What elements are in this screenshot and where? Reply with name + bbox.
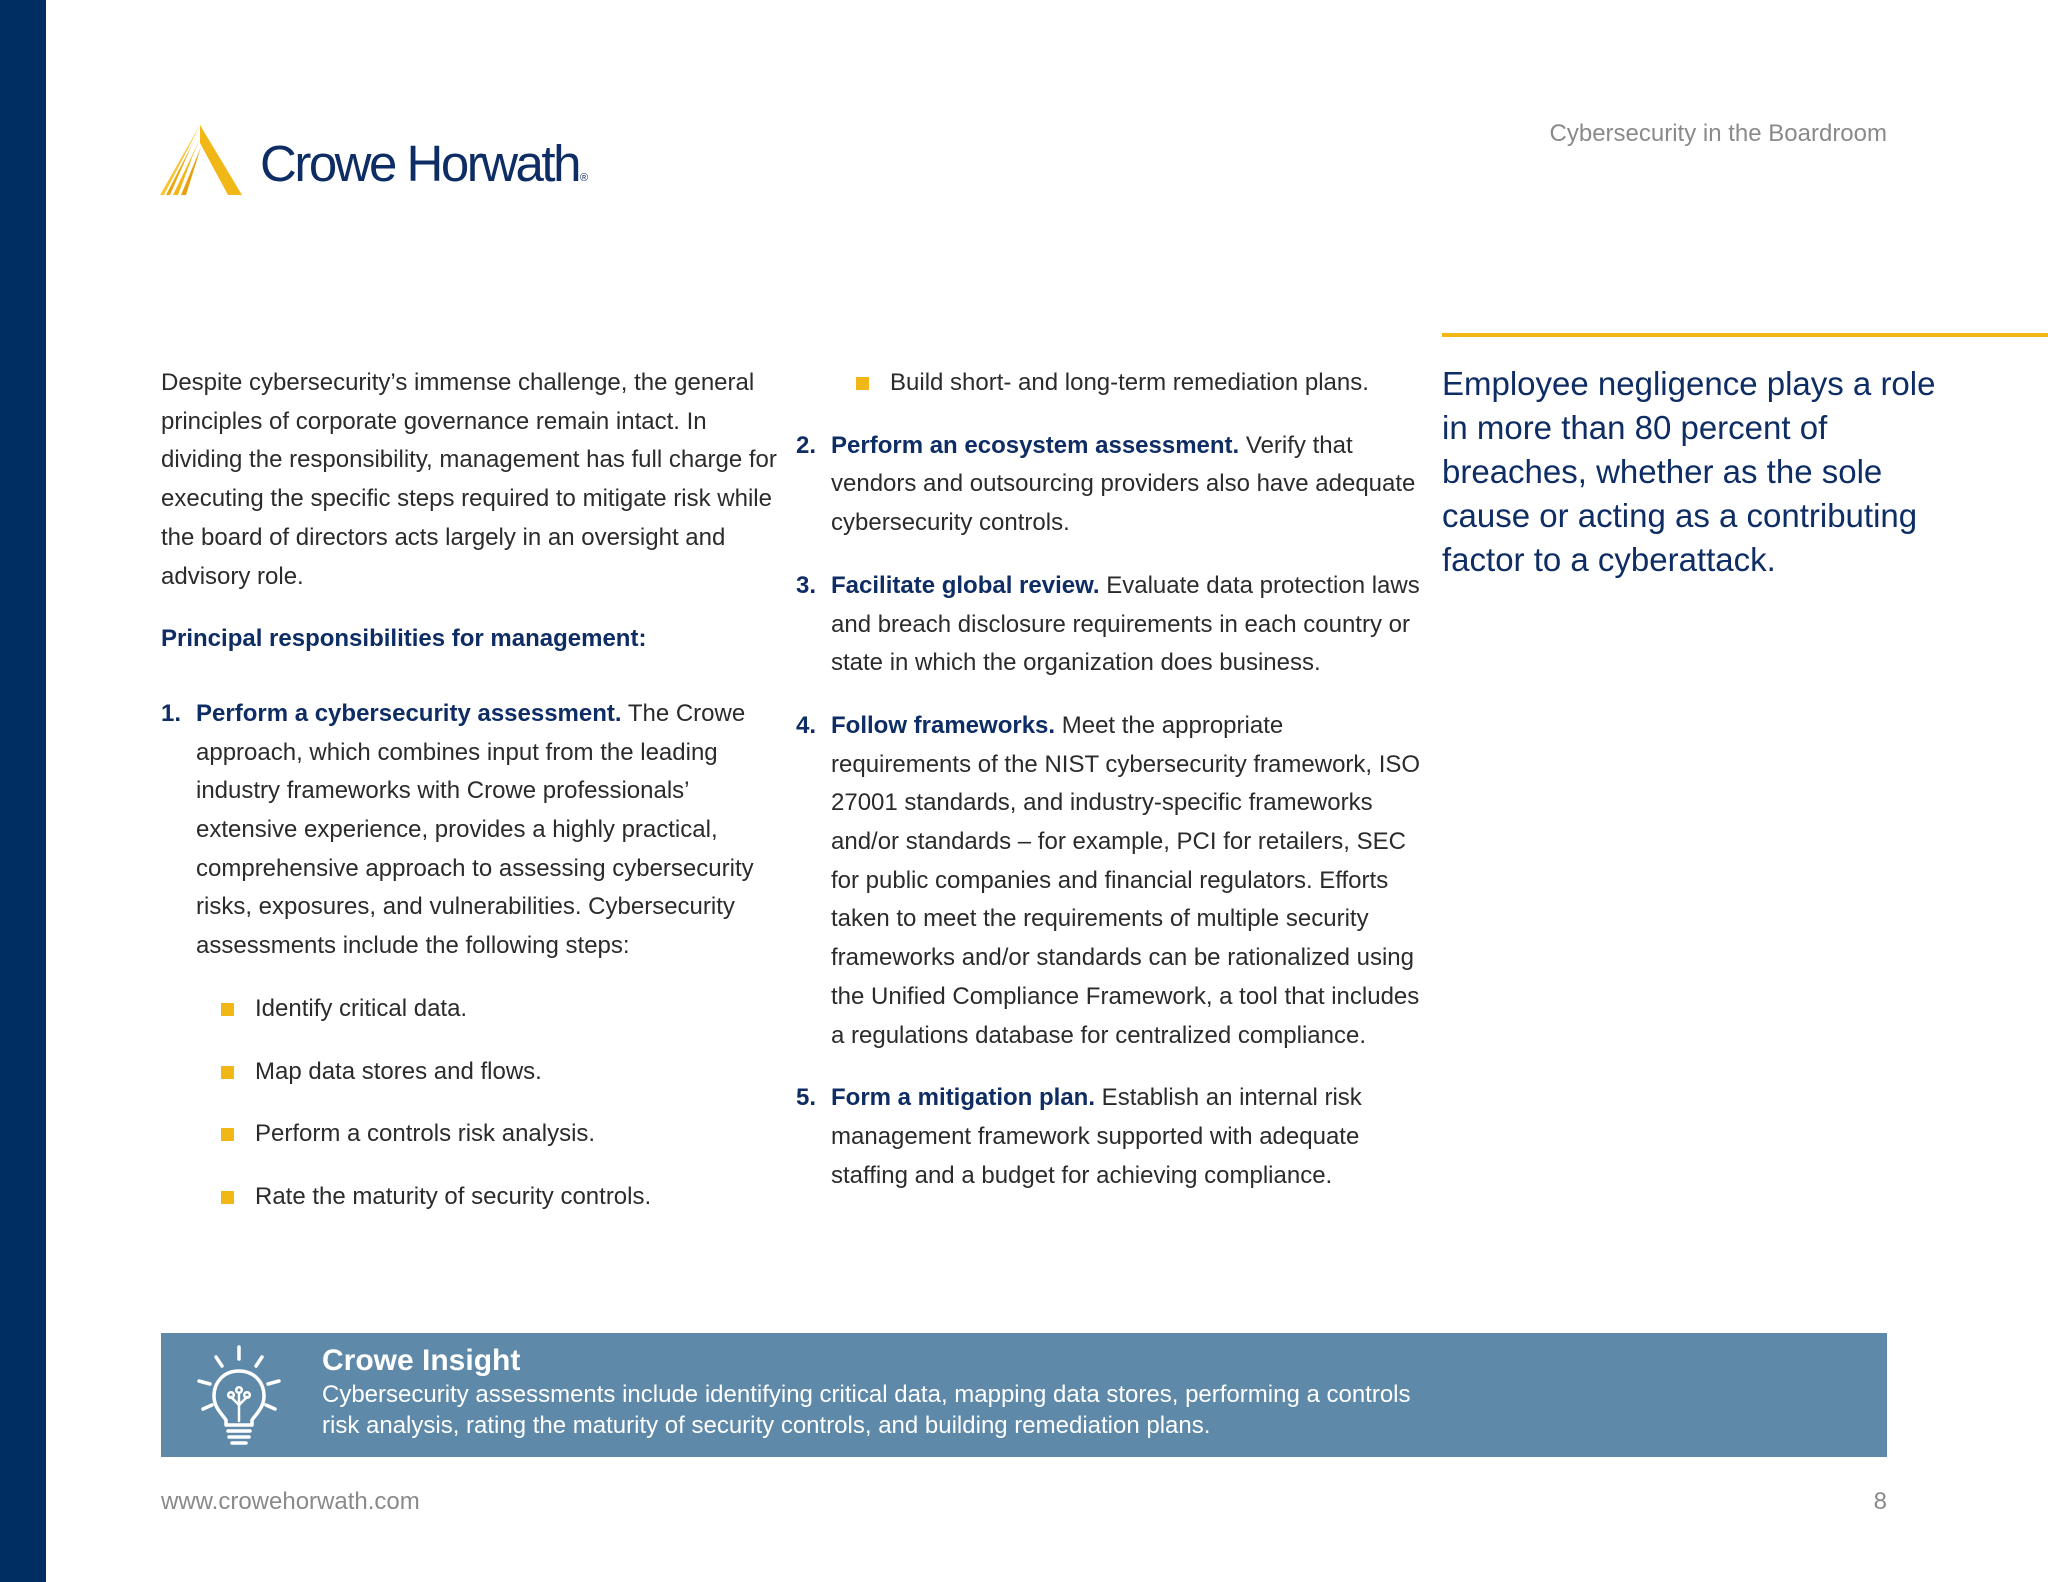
crowe-insight-box — [161, 1333, 1887, 1457]
accent-rule — [1442, 333, 2048, 337]
section-heading: Principal responsibilities for management: — [161, 625, 647, 653]
item-text: Establish an internal risk management framework supported with adequate staffing and a budget for achieving compliance. — [831, 1084, 1362, 1189]
item-text: Meet the appropriate requirements of the NIST cybersecurity framework, ISO 27001 standards, and industry-specific frameworks and/or standards – for example, PCI for retailers, SEC for public companies and financial regulators. Efforts taken to meet the requirements of multiple security frameworks and/or standards can be rationalized using the Unified Compliance Framework, a tool that includes a regulations database for centralized compliance. — [831, 711, 1421, 1049]
insight-title: Crowe Insight — [322, 1344, 521, 1377]
item-lead: Form a mitigation plan. — [831, 1084, 1096, 1112]
crowe-horwath-logo — [160, 122, 586, 202]
page-number: 8 — [1873, 1488, 1887, 1515]
numbered-item-3 — [796, 567, 1426, 683]
left-edge-bar — [0, 0, 46, 1582]
crowe-logo-mark-icon — [160, 125, 242, 199]
insight-body-line: Cybersecurity assessments include identifying critical data, mapping data stores, performing a controls — [322, 1381, 1411, 1408]
assessment-steps-list — [161, 990, 781, 1217]
list-item: Perform a controls risk analysis. — [221, 1115, 781, 1154]
list-item: Identify critical data. — [221, 990, 781, 1029]
item-lead: Perform an ecosystem assessment. — [831, 431, 1240, 459]
item-number: 5. — [796, 1084, 817, 1112]
item-lead: Facilitate global review. — [831, 571, 1100, 599]
left-column — [161, 364, 781, 1241]
square-bullet-icon — [221, 1003, 234, 1016]
pull-quote: Employee negligence plays a role in more than 80 percent of breaches, whether as the sole cause or acting as a contributing factor to a cyberattack. — [1442, 365, 1936, 578]
logo-wordmark: Crowe Horwath® — [260, 134, 586, 192]
list-item: Build short- and long-term remediation plans. — [856, 364, 1426, 403]
insight-body — [322, 1379, 1522, 1441]
running-head: Cybersecurity in the Boardroom — [1549, 120, 1887, 147]
footer-url[interactable]: www.crowehorwath.com — [161, 1488, 420, 1515]
numbered-item-4 — [796, 707, 1426, 1055]
lightbulb-icon — [189, 1343, 289, 1449]
item-lead: Perform a cybersecurity assessment. — [196, 699, 622, 727]
insight-body-line: risk analysis, rating the maturity of security controls, and building remediation plans. — [322, 1412, 1211, 1439]
middle-column — [796, 364, 1426, 1219]
numbered-item-2 — [796, 427, 1426, 543]
square-bullet-icon — [856, 377, 869, 390]
square-bullet-icon — [221, 1128, 234, 1141]
assessment-steps-list-continued — [796, 364, 1426, 403]
list-item: Map data stores and flows. — [221, 1053, 781, 1092]
item-number: 1. — [161, 699, 182, 727]
numbered-item-1 — [161, 695, 781, 966]
item-number: 2. — [796, 431, 817, 459]
item-text: The Crowe approach, which combines input from the leading industry frameworks with Crowe professionals’ extensive experience, provides a highly practical, comprehensive approach to assessing cybersecurity risks, exposures, and vulnerabilities. Cybersecurity assessments include the following steps: — [196, 699, 754, 960]
item-lead: Follow frameworks. — [831, 711, 1056, 739]
numbered-item-5 — [796, 1079, 1426, 1195]
square-bullet-icon — [221, 1191, 234, 1204]
intro-paragraph: Despite cybersecurity’s immense challenge, the general principles of corporate governance remain intact. In dividing the responsibility, management has full charge for executing the specific steps required to mitigate risk while the board of directors acts largely in an oversight and advisory role. — [161, 369, 777, 590]
item-number: 4. — [796, 711, 817, 739]
square-bullet-icon — [221, 1066, 234, 1079]
item-text: Verify that vendors and outsourcing providers also have adequate cybersecurity controls. — [831, 431, 1416, 537]
item-text: Evaluate data protection laws and breach disclosure requirements in each country or state in which the organization does business. — [831, 571, 1420, 677]
item-number: 3. — [796, 571, 817, 599]
registered-mark: ® — [579, 171, 586, 184]
list-item: Rate the maturity of security controls. — [221, 1178, 781, 1217]
